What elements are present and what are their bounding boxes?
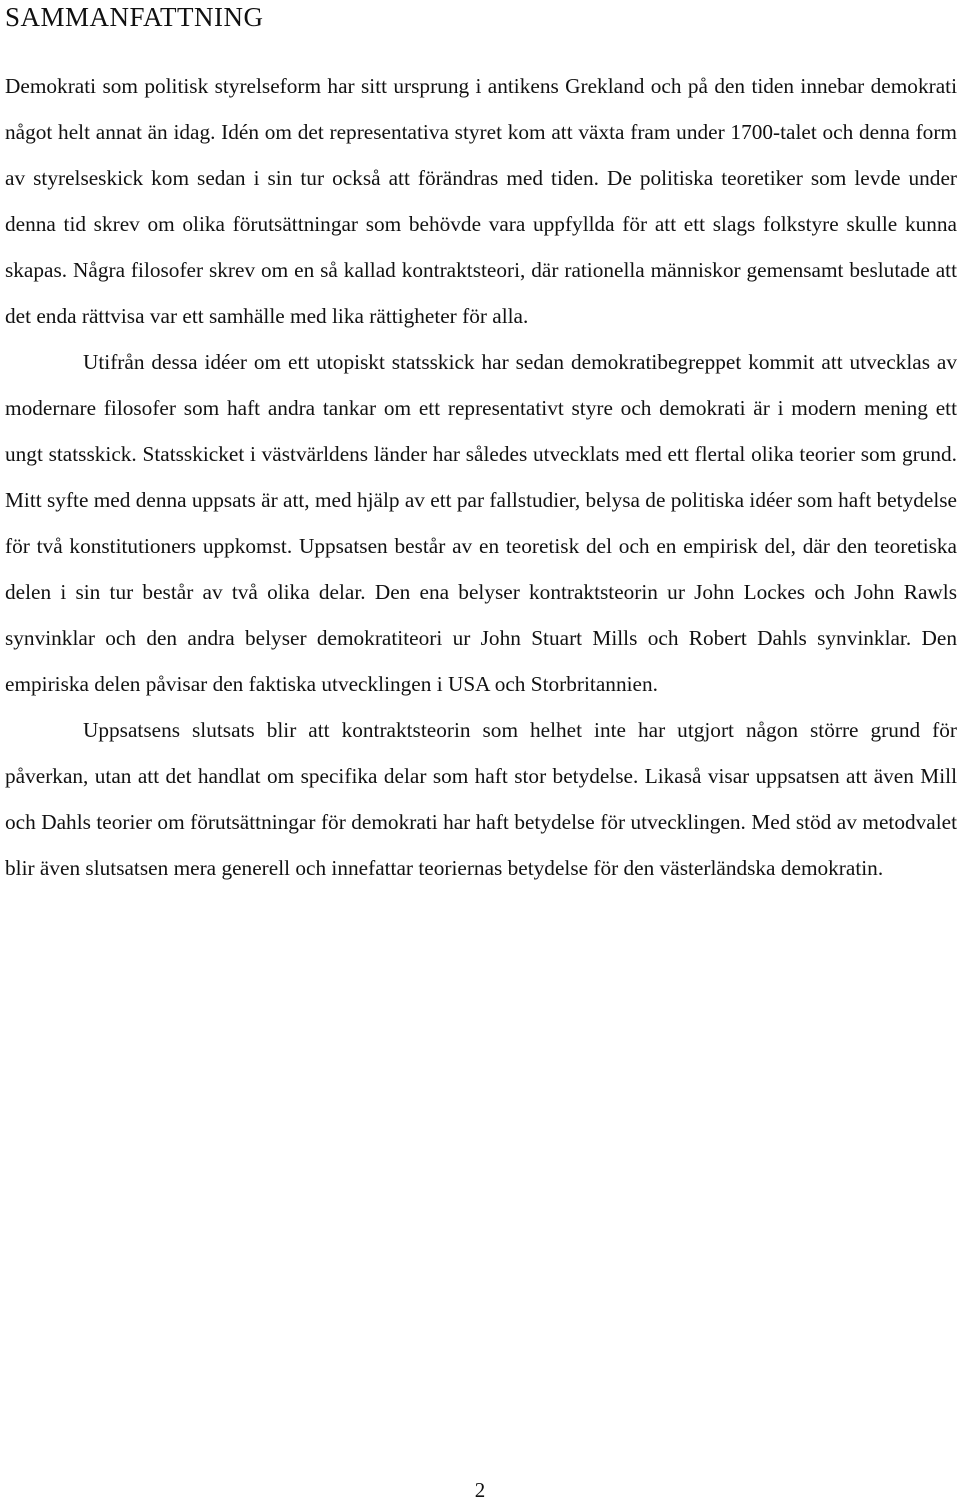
document-page xyxy=(5,0,957,891)
section-heading: SAMMANFATTNING xyxy=(5,2,264,32)
page-number: 2 xyxy=(474,1478,486,1502)
paragraph-2: Utifrån dessa idéer om ett utopiskt statsskick har sedan demokratibegreppet kommit att utvecklas av modernare filosofer som haft andra tankar om ett representativt styre och demokrati är i modern mening ett ungt statsskick. Statsskicket i västvärldens länder har således utvecklats med ett flertal olika teorier som grund. Mitt syfte med denna uppsats är att, med hjälp av ett par fallstudier, belysa de politiska idéer som haft betydelse för två konstitutioners uppkomst. Uppsatsen består av en teoretisk del och en empirisk del, där den teoretiska delen i sin tur består av två olika delar. Den ena belyser kontraktsteorin ur John Lockes och John Rawls synvinklar och den andra belyser demokratiteori ur John Stuart Mills och Robert Dahls synvinklar. Den empiriska delen påvisar den faktiska utvecklingen i USA och Storbritannien. xyxy=(5,350,957,696)
paragraph-1: Demokrati som politisk styrelseform har sitt ursprung i antikens Grekland och på den tiden innebar demokrati något helt annat än idag. Idén om det representativa styret kom att växta fram under 1700-talet och denna form av styrelseskick kom sedan i sin tur också att förändras med tiden. De politiska teoretiker som levde under denna tid skrev om olika förutsättningar som behövde vara uppfyllda för att ett slags folkstyre skulle kunna skapas. Några filosofer skrev om en så kallad kontraktsteori, där rationella människor gemensamt beslutade att det enda rättvisa var ett samhälle med lika rättigheter för alla. xyxy=(5,74,957,328)
paragraph-3: Uppsatsens slutsats blir att kontraktsteorin som helhet inte har utgjort någon större grund för påverkan, utan att det handlat om specifika delar som haft stor betydelse. Likaså visar uppsatsen att även Mill och Dahls teorier om förutsättningar för demokrati har haft betydelse för utvecklingen. Med stöd av metodvalet blir även slutsatsen mera generell och innefattar teoriernas betydelse för den västerländska demokratin. xyxy=(5,718,957,880)
